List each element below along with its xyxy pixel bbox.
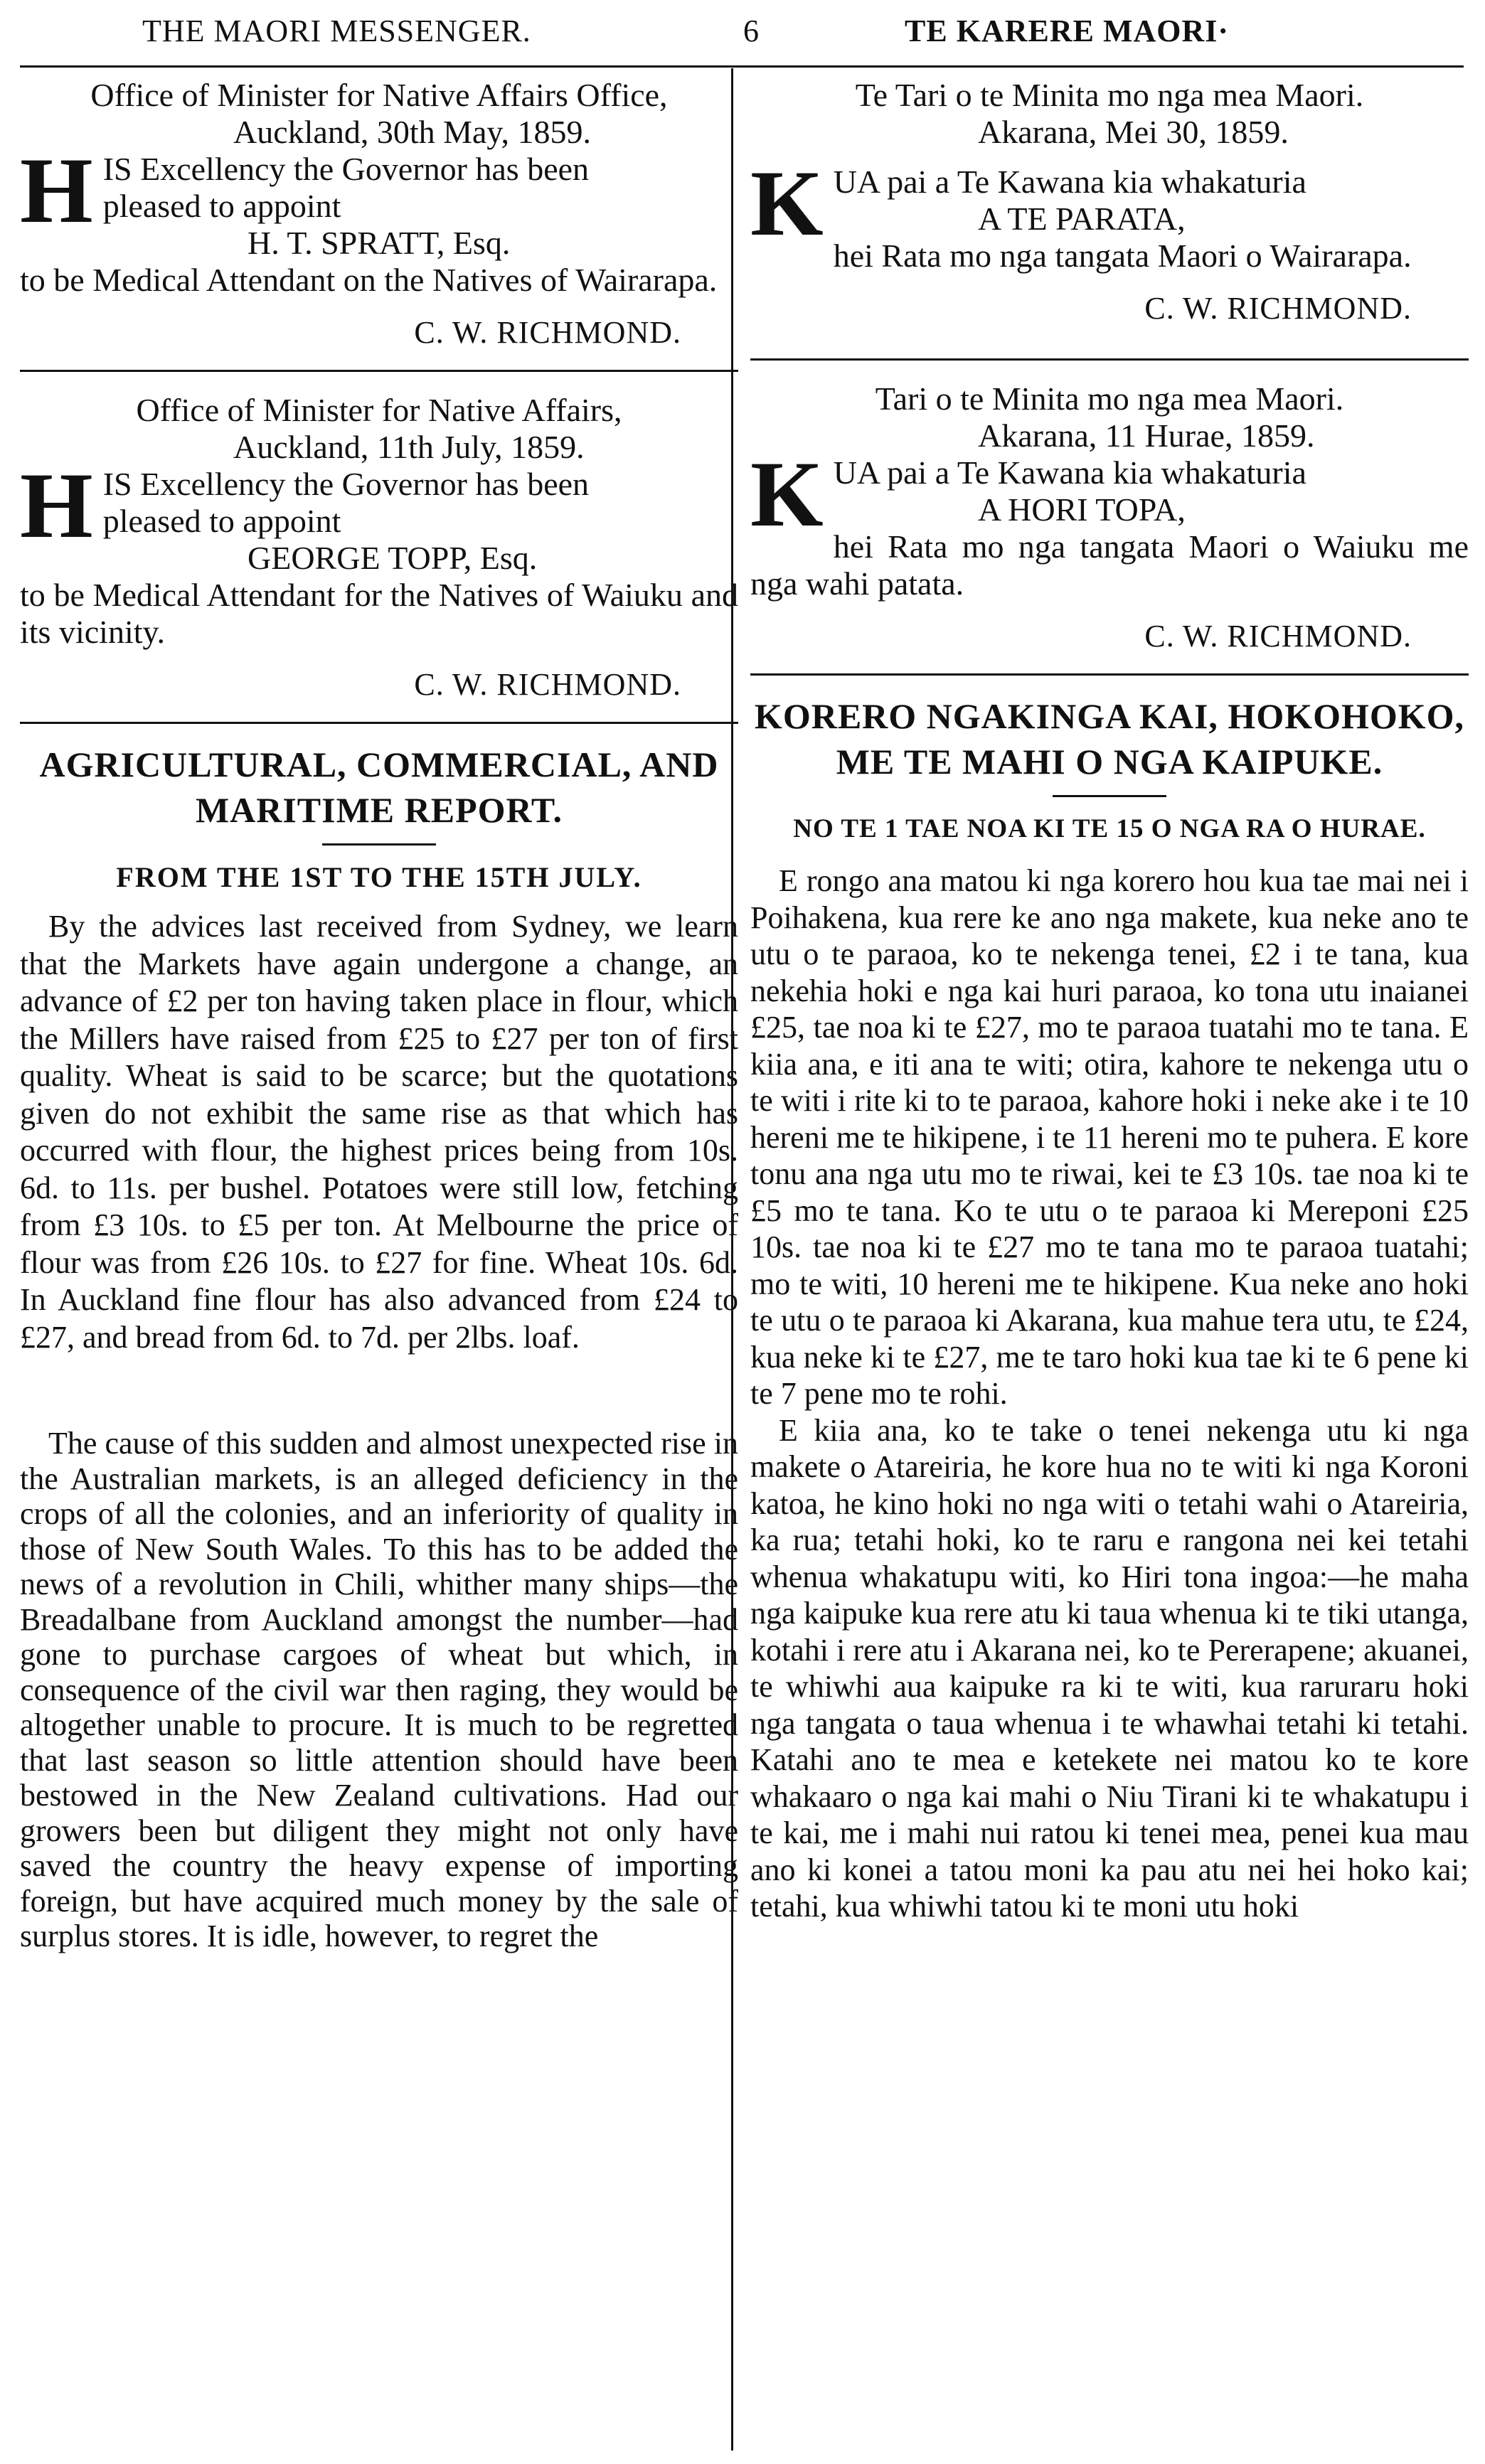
report-date-range: FROM THE 1ST TO THE 15TH JULY.: [116, 861, 642, 893]
notice-body-line: pleased to appoint: [102, 188, 341, 224]
section-rule: [20, 722, 738, 724]
title-rule: [322, 843, 436, 846]
signature: C. W. RICHMOND.: [1144, 619, 1412, 654]
report-paragraph: By the advices last received from Sydney, we learn that the Markets have again undergone a change, an advance of £2 per ton having taken place in flour, which the Millers have raised from £25 to £27 per ton of first quality. Wheat is said to be scarce; but the quotations given do not exhibit the same rise as that which has occurred with flour, the highest prices being from 10s. 6d. to 11s. per bushel. Potatoes were still low, fetching from £3 10s. to £5 per ton. At Melbourne the price of flour was from £26 10s. to £27 for fine. Wheat 10s. 6d. In Auckland fine flour has also advanced from £24 to £27, and bread from 6d. to 7d. per 2lbs. loaf.: [20, 909, 738, 1355]
signature: C. W. RICHMOND.: [414, 667, 681, 702]
notice-parata: [750, 77, 1469, 327]
report-paragraph: The cause of this sudden and almost unexpected rise in the Australian markets, is an alleged deficiency in the crops of all the colonies, and an inferiority of quality in those of New South Wales. To this has to be added the news of a revolution in Chili, whither many ships—the Breadalbane from Auckland amongst the number—had gone to purchase cargoes of wheat but which, in consequence of the civil war then raging, they would be altogether unable to procure. It is much to be regretted that last season so little attention should have been bestowed in the New Zealand cultivations. Had our growers been but diligent they might not only have saved the country the heavy expense of importing foreign, but have acquired much money by the sale of surplus stores. It is idle, however, to regret the: [20, 1426, 738, 1953]
title-rule: [1053, 795, 1166, 797]
report-title: AGRICULTURAL, COMMERCIAL, AND: [39, 745, 719, 784]
notice-topa: [750, 380, 1469, 655]
signature: C. W. RICHMOND.: [1144, 291, 1412, 326]
drop-cap: K: [750, 151, 824, 255]
notice-spratt: [20, 77, 738, 351]
appointee-name: A HORI TOPA,: [978, 491, 1186, 528]
english-column: [20, 77, 738, 2455]
notice-body-line: to be Medical Attendant on the Natives of Wairarapa.: [20, 262, 718, 298]
report-paragraph: E kiia ana, ko te take o tenei nekenga utu ki nga makete o Atareiria, he kore hua no te witi ki nga Koroni katoa, he kino hoki no nga witi o tetahi wahi o Atareiria, ka rua; tetahi hoki, ko te raru e rangona nei kei tetahi whenua whakatupu witi, ko Hiri tona ingoa:—he maha nga kaipuke kua rere atu ki taua whenua ki te tiki utanga, kotahi i rere atu i Akarana nei, ko te Pererapene; akuanei, te whiwhi aua kaipuke ra ki te witi, kua raruraru hoki nga tangata o taua whenua i te whawhai tetahi ki tetahi. Katahi ano te mea e ketekete nei matou ko te kore whakaaro o nga kai mahi o Niu Tirani ki te whakatupu i te kai, me i mahi nui ratou ki tenei mea, penei kua mau ano ki konei a tatou moni ka pau atu nei hei hoko kai; tetahi, kua whiwhi tatou ki te moni utu hoki: [750, 1412, 1469, 1924]
notice-office-line: Te Tari o te Minita mo nga mea Maori.: [855, 77, 1364, 113]
notice-body: [20, 453, 738, 651]
notice-body: [750, 442, 1469, 602]
notice-body-line: to be Medical Attendant for the Natives of Waiuku and its vicinity.: [20, 577, 738, 650]
appointee-name: H. T. SPRATT, Esq.: [247, 225, 511, 261]
page-number: 6: [743, 14, 759, 48]
masthead-maori: TE KARERE MAORI·: [905, 14, 1230, 48]
notice-body: [20, 138, 738, 299]
notice-body-line: UA pai a Te Kawana kia whakaturia: [833, 454, 1306, 491]
report-paragraph: E rongo ana matou ki nga korero hou kua tae mai nei i Poihakena, kua rere ke ano nga makete, kua neke ano te utu o te paraoa, ko te nekenga tenei, £2 i te tana, kua nekehia hoki e nga kai huri paraoa, ko tona utu inaianei £25, tae noa ki te £27, mo te paraoa tuatahi mo te tana. E kiia ana, e iti ana te witi; otira, kahore te nekenga utu o te witi i rite ki to te paraoa, kahore hoki i neke ake i te 10 hereni me te hikipene, i te 11 hereni mo te puhera. E kore tonu ana nga utu mo te riwai, kei te £3 10s. tae noa ki te £5 mo te tana. Ko te utu o te paraoa ki Mereponi £25 10s. tae noa ki te £27 mo te tana mo te paraoa tuatahi; mo te witi, 10 hereni me te hikipene. Kua neke ano hoki te utu o te paraoa ki Akarana, kua mahue tera utu, te £24, kua neke ki te £27, me te taro hoki kua tae ki te 6 pene ki te 7 pene mo te rohi.: [750, 863, 1469, 1411]
notice-body-line: UA pai a Te Kawana kia whakaturia: [833, 164, 1306, 200]
section-rule: [750, 358, 1469, 361]
header-rule: [20, 65, 1464, 68]
notice-date-line: Auckland, 30th May, 1859.: [233, 114, 591, 150]
notice-date-line: Akarana, 11 Hurae, 1859.: [978, 417, 1315, 454]
report-date-range: NO TE 1 TAE NOA KI TE 15 O NGA RA O HURAE.: [793, 814, 1426, 843]
notice-office-line: Tari o te Minita mo nga mea Maori.: [875, 380, 1344, 417]
drop-cap: H: [20, 453, 93, 558]
report-title: ME TE MAHI O NGA KAIPUKE.: [836, 742, 1383, 782]
notice-body: [750, 151, 1469, 274]
masthead-english: THE MAORI MESSENGER.: [142, 14, 531, 48]
report-english: [20, 744, 738, 1954]
notice-office-line: Office of Minister for Native Affairs,: [136, 392, 622, 428]
notice-body-line: IS Excellency the Governor has been: [102, 466, 590, 502]
notice-body-line: hei Rata mo nga tangata Maori o Waiuku me nga wahi patata.: [750, 528, 1469, 602]
drop-cap: H: [20, 138, 93, 242]
notice-body-line: IS Excellency the Governor has been: [102, 151, 590, 187]
notice-office-line: Office of Minister for Native Affairs Office,: [90, 77, 668, 113]
appointee-name: A TE PARATA,: [978, 201, 1186, 237]
notice-body-line: hei Rata mo nga tangata Maori o Wairarapa.: [833, 238, 1412, 274]
notice-date-line: Akarana, Mei 30, 1859.: [978, 114, 1289, 150]
report-title: KORERO NGAKINGA KAI, HOKOHOKO,: [754, 696, 1465, 736]
section-rule: [20, 370, 738, 372]
running-header: [0, 13, 1485, 63]
notice-body-line: pleased to appoint: [102, 503, 341, 539]
section-rule: [750, 673, 1469, 676]
maori-column: [750, 77, 1469, 2455]
notice-topp: [20, 392, 738, 703]
drop-cap: K: [750, 442, 824, 546]
notice-date-line: Auckland, 11th July, 1859.: [233, 429, 585, 465]
signature: C. W. RICHMOND.: [414, 315, 681, 350]
appointee-name: GEORGE TOPP, Esq.: [247, 540, 538, 576]
report-maori: [750, 695, 1469, 1925]
report-title: MARITIME REPORT.: [195, 790, 563, 830]
